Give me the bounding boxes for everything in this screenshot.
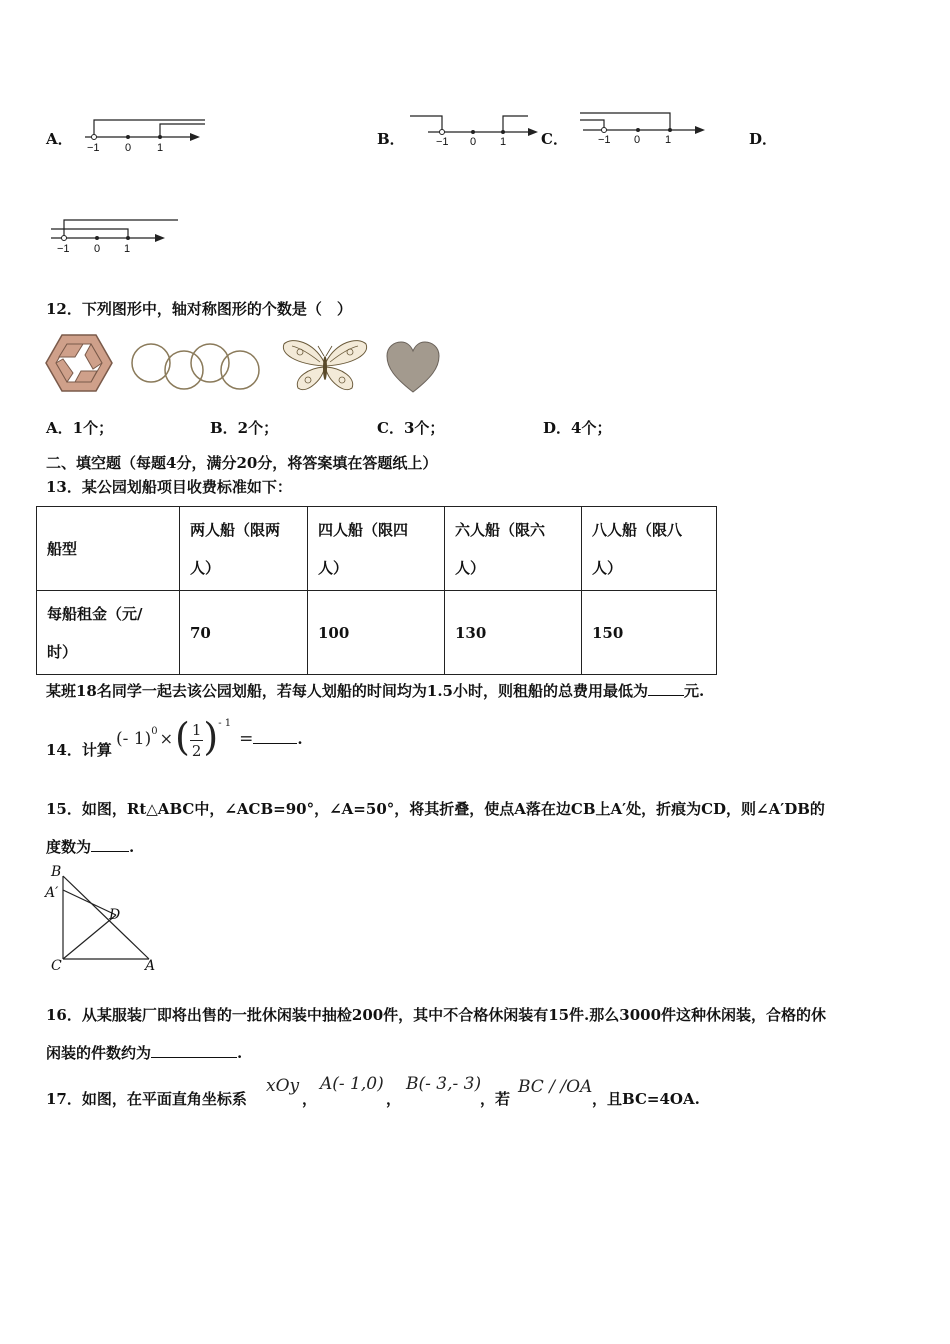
table-row [37,507,717,591]
coordinate-system-xoy: xOy [266,1076,300,1096]
parallel-relation: BC / /OA [518,1077,593,1097]
tick-label: 1 [157,142,164,154]
option-a-label: A． [46,130,73,148]
choice-b: B．2个； [210,419,279,437]
question-16-line1: 16．从某服装厂即将出售的一批休闲装中抽检200件，其中不合格休闲装有15件.那么3000件这种休闲装，合格的休 [46,1006,827,1024]
butterfly-figure [280,336,370,394]
q14-base: (- 1) [116,729,152,749]
tick-label: 0 [94,243,101,255]
tick-label: 0 [125,142,132,154]
tick-label: 1 [500,136,507,148]
number-line-option-a [80,112,215,157]
tick-label: 0 [634,134,641,146]
option-c-label: C． [541,130,568,148]
question-17-prefix: 17．如图，在平面直角坐标系 [46,1090,247,1108]
point-a-coord: A(- 1,0) [320,1074,384,1094]
tick-label: −1 [57,243,70,255]
section-heading: 二、填空题（每题4分，满分20分，将答案填在答题纸上） [46,454,438,472]
option-d-label: D． [749,130,778,148]
point-b-coord: B(- 3,- 3) [406,1074,482,1094]
table-row [37,591,717,675]
tick-label: 1 [665,134,672,146]
table-cell: 两人船（限两 人） [180,507,308,591]
olympic-rings-figure [130,340,262,392]
answer-blank [648,683,684,696]
tick-label: −1 [87,142,100,154]
choice-c: C．3个； [377,419,445,437]
question-12-stem: 12．下列图形中，轴对称图形的个数是（ ） [46,300,352,318]
question-15-line2: 度数为 . [46,838,135,856]
point-label-d: D [109,907,121,923]
question-15-line1: 15．如图，Rt△ABC中，∠ACB=90°，∠A=50°，将其折叠，使点A落在边CB上A′处，折痕为CD，则∠A′DB的 [46,800,825,818]
answer-blank [91,839,129,852]
q14-exponent: - 1 [218,718,232,729]
question-17-tail: ，且BC=4OA. [592,1090,700,1108]
fraction: $\frac{1}{2}$ [191,720,202,760]
point-label-b: B [51,864,62,880]
tick-label: 0 [470,136,477,148]
answer-blank [151,1045,237,1058]
question-16-line2: 闲装的件数约为 . [46,1044,243,1062]
table-cell: 船型 [37,507,180,591]
point-label-c: C [51,958,62,974]
hexagon-logo-figure [45,333,113,393]
point-label-a-prime: A′ [45,885,59,901]
times-sign: × [159,729,174,748]
table-cell: 100 [308,591,445,675]
option-b-label: B． [377,130,405,148]
comma: ， [386,1090,402,1108]
equals-sign: = [239,729,254,749]
table-cell: 六人船（限六 人） [445,507,582,591]
heart-figure [385,340,441,394]
fee-table [36,506,717,675]
if-word: ，若 [480,1090,511,1108]
choice-a: A．1个； [46,419,114,437]
table-cell: 150 [582,591,717,675]
question-13-text: 某班18名同学一起去该公园划船，若每人划船的时间均为1.5小时，则租船的总费用最低为 元. [46,682,705,700]
table-cell: 四人船（限四 人） [308,507,445,591]
tick-label: −1 [598,134,611,146]
answer-blank [253,731,297,744]
choice-d: D．4个； [543,419,612,437]
comma: ， [302,1090,318,1108]
tick-label: −1 [436,136,449,148]
question-14-prefix: 14．计算 [46,741,112,759]
tick-label: 1 [124,243,131,255]
table-cell: 70 [180,591,308,675]
q14-expression: (- 1)$^0$ ×( $\frac{1}{2}$ )$^{- 1}$= . [116,715,303,760]
table-cell: 八人船（限八 人） [582,507,717,591]
q14-exponent: 0 [151,726,158,737]
question-13-stem: 13．某公园划船项目收费标准如下： [46,478,292,496]
table-cell: 130 [445,591,582,675]
point-label-a: A [145,958,156,974]
table-cell: 每船租金（元/ 时） [37,591,180,675]
